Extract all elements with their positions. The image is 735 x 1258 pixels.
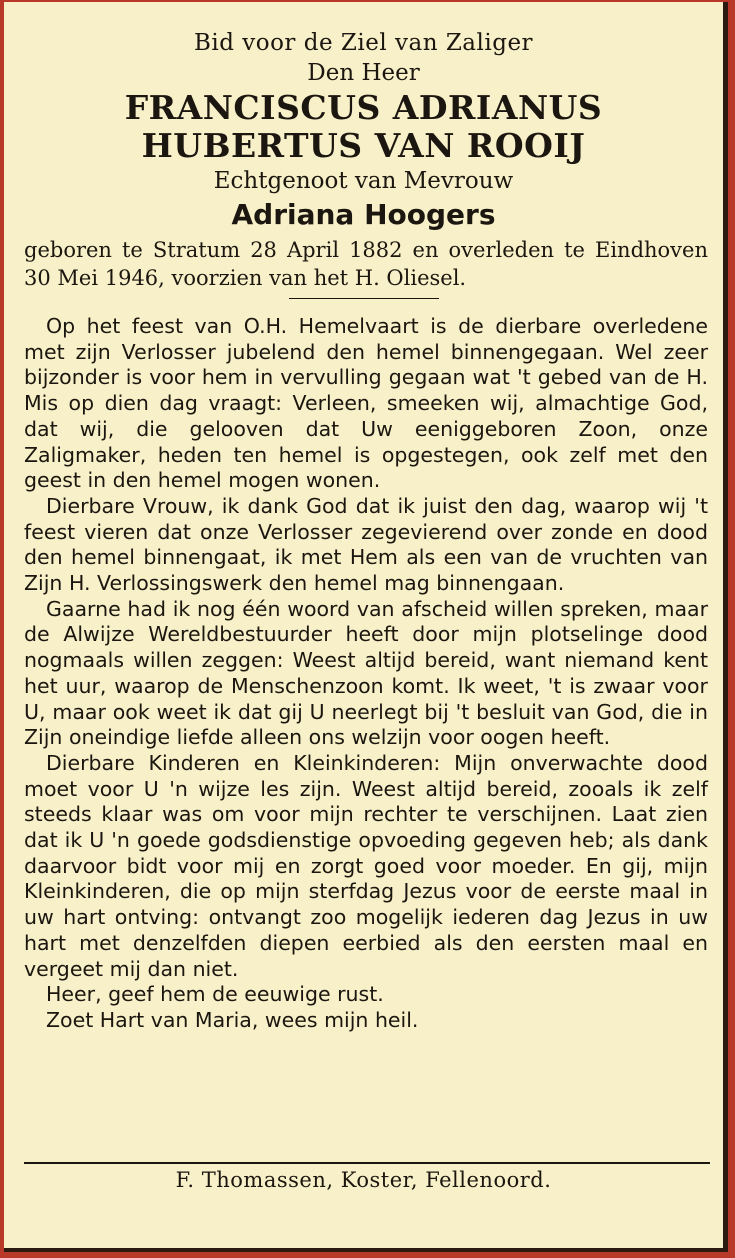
divider-long [24,1162,710,1164]
prayer-line: Zoet Hart van Maria, wees mijn heil. [46,1007,419,1032]
paragraph: Op het feest van O.H. Hemelvaart is de dierbare overledene met zijn Verlosser jubelend den hemel binnengegaan. Wel zeer bijzonder is voor hem in vervulling gegaan wat 't gebed van de H. Mis op dien dag vraagt: Verleen, smeeken wij, almachtige God, dat wij, die gelooven dat Uw eeniggeboren Zoon, onze Zaligmaker, heden ten hemel is opgestegen, ook zelf met den geest in den hemel mogen wonen. [24,314,708,493]
title-line: Den Heer [307,60,420,86]
spouse-name: Adriana Hoogers [231,198,496,231]
prayer-request-line: Bid voor de Ziel van Zaliger [193,30,534,56]
divider-short [289,298,439,299]
printer-credit: F. Thomassen, Koster, Fellenoord. [175,1168,552,1192]
paragraph: Dierbare Kinderen en Kleinkinderen: Mijn onverwachte dood moet voor U 'n wijze les zijn. Weest altijd bereid, zooals ik zelf steeds klaar was om voor mijn rechter te verschijnen. Laat zien dat ik U 'n goede godsdienstige opvoeding gegeven heb; als dank daarvoor bidt voor mij en zorgt goed voor moeder. En gij, mijn Kleinkinderen, die op mijn sterfdag Jezus voor de eerste maal in uw hart ontving: ontvangt zoo mogelijk iederen dag Jezus in uw hart met denzelfden diepen eerbied als den eersten maal en vergeet mij dan niet. [24,750,708,981]
paragraph: Dierbare Vrouw, ik dank God dat ik juist den dag, waarop wij 't feest vieren dat onze Verlosser zegevierend over zonde en dood den hemel binnengaat, ik met Hem als een van de vruchten van Zijn H. Verlossingswerk den hemel mag binnengaan. [24,493,708,596]
deceased-name-line-2: HUBERTUS VAN ROOIJ [141,126,586,165]
prayer-line: Heer, geef hem de eeuwige rust. [46,982,384,1007]
birth-death-dates: geboren te Stratum 28 April 1882 en overleden te Eindhoven 30 Mei 1946, voorzien van het H. Oliesel. [24,238,708,290]
paragraph: Gaarne had ik nog één woord van afscheid willen spreken, maar de Alwijze Wereldbestuurder heeft door mijn plotselinge dood nogmaals willen zeggen: Weest altijd bereid, want niemand kent het uur, waarop de Menschenzoon komt. Ik weet, 't is zwaar voor U, maar ook weet ik dat gij U neerlegt bij 't besluit van God, die in Zijn oneindige liefde alleen ons welzijn voor oogen heeft. [24,596,708,750]
memorial-card [4,2,728,1252]
deceased-name-line-1: FRANCISCUS ADRIANUS [124,88,603,127]
memorial-text [24,314,708,1034]
spouse-intro: Echtgenoot van Mevrouw [213,168,514,194]
